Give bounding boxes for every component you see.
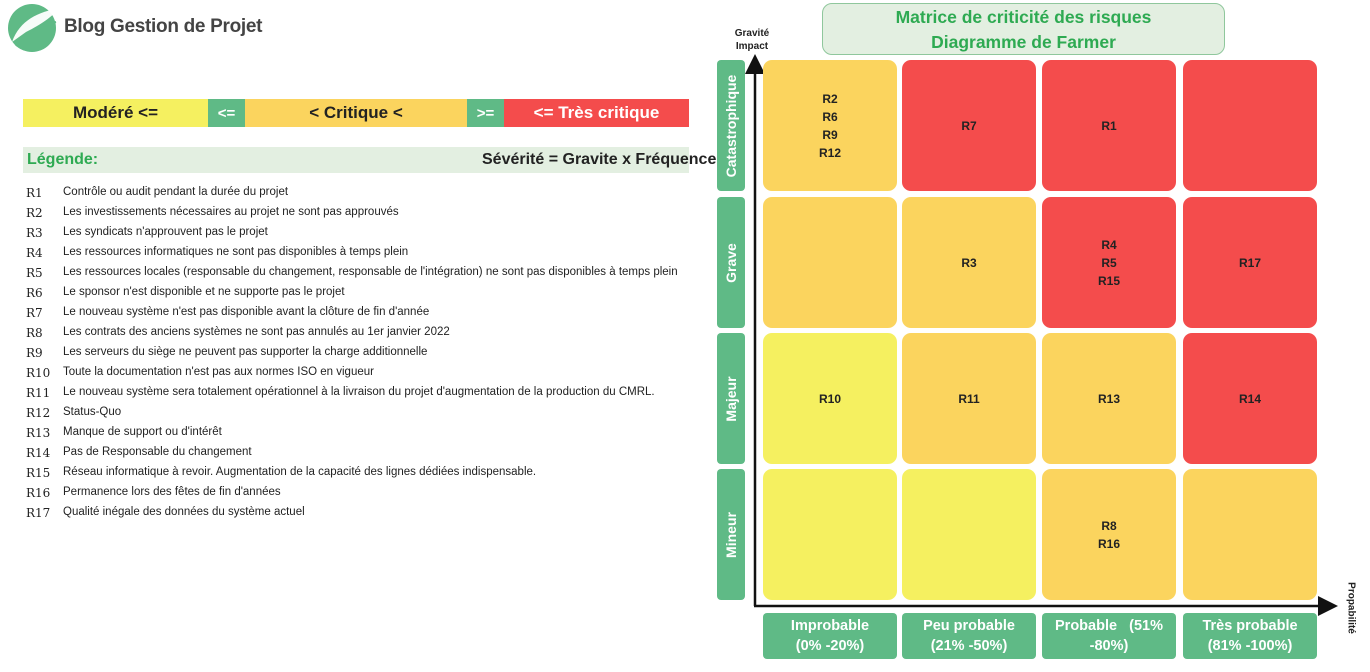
legend-item-description: Qualité inégale des données du système actuel bbox=[63, 506, 305, 518]
matrix-cell bbox=[902, 333, 1036, 464]
scale-moderate: Modéré <= bbox=[23, 99, 208, 127]
legend-item bbox=[23, 503, 723, 523]
x-axis-title-text: Propabilité bbox=[1345, 582, 1357, 634]
legend-item-code: R15 bbox=[26, 466, 51, 480]
brand-logo bbox=[6, 2, 266, 52]
row-label bbox=[717, 60, 745, 191]
legend-list bbox=[23, 183, 723, 523]
matrix-cell bbox=[763, 469, 897, 600]
severity-formula: Sévérité = Gravite x Fréquence bbox=[482, 151, 717, 168]
legend-item-code: R10 bbox=[26, 366, 51, 380]
legend-item-description: Le sponsor n'est disponible et ne supporte pas le projet bbox=[63, 286, 345, 298]
chart-title bbox=[822, 3, 1225, 55]
legend-item-code: R7 bbox=[26, 306, 43, 320]
risk-label: R3 bbox=[961, 255, 977, 270]
legend-item-description: Manque de support ou d'intérêt bbox=[63, 426, 222, 438]
legend-header bbox=[23, 147, 717, 173]
row-label bbox=[717, 333, 745, 464]
legend-item-code: R4 bbox=[26, 246, 43, 260]
row-label bbox=[717, 469, 745, 600]
matrix-cell bbox=[1042, 333, 1176, 464]
risk-label: R15 bbox=[1097, 273, 1120, 288]
row-label bbox=[717, 197, 745, 328]
legend-item-description: Les investissements nécessaires au projet ne sont pas approuvés bbox=[63, 206, 399, 218]
risk-label: R9 bbox=[822, 127, 838, 142]
scale-op-le: <= bbox=[208, 99, 245, 127]
legend-item bbox=[23, 303, 723, 323]
risk-label: R4 bbox=[1101, 237, 1117, 252]
risk-label: R2 bbox=[822, 91, 838, 106]
legend-item bbox=[23, 463, 723, 483]
legend-item bbox=[23, 423, 723, 443]
legend-item bbox=[23, 263, 723, 283]
matrix-cell bbox=[1183, 469, 1317, 600]
column-label-line: -80%) bbox=[1089, 638, 1129, 654]
matrix-cell bbox=[902, 197, 1036, 328]
legend-item bbox=[23, 343, 723, 363]
y-axis-title bbox=[720, 27, 784, 53]
column-label bbox=[1183, 613, 1317, 659]
legend-title: Légende: bbox=[27, 151, 99, 168]
legend-item-code: R1 bbox=[26, 186, 43, 200]
row-label-text: Grave bbox=[723, 242, 739, 283]
matrix-cell bbox=[763, 60, 897, 191]
legend-item-description: Réseau informatique à revoir. Augmentation de la capacité des lignes dédiées indispensable. bbox=[63, 466, 537, 478]
risk-label: R1 bbox=[1101, 118, 1117, 133]
risk-label: R10 bbox=[818, 391, 841, 406]
legend-item-code: R14 bbox=[26, 446, 51, 460]
matrix-cell bbox=[1042, 197, 1176, 328]
legend-item bbox=[23, 243, 723, 263]
column-label-line: Peu probable bbox=[923, 618, 1015, 634]
risk-label: R6 bbox=[822, 109, 838, 124]
risk-label: R14 bbox=[1238, 391, 1261, 406]
risk-label: R7 bbox=[961, 118, 977, 133]
column-label bbox=[902, 613, 1036, 659]
row-label-text: Majeur bbox=[723, 375, 739, 422]
legend-item bbox=[23, 283, 723, 303]
legend-item bbox=[23, 203, 723, 223]
risk-label: R12 bbox=[818, 145, 841, 160]
legend-item-description: Les ressources informatiques ne sont pas disponibles à temps plein bbox=[63, 246, 409, 258]
legend-item bbox=[23, 323, 723, 343]
legend-item-description: Toute la documentation n'est pas aux normes ISO en vigueur bbox=[63, 366, 374, 378]
column-label-line: Improbable bbox=[790, 618, 870, 634]
legend-item-description: Status-Quo bbox=[63, 406, 122, 418]
legend-item-code: R12 bbox=[26, 406, 51, 420]
legend-item-code: R11 bbox=[26, 386, 51, 400]
legend-item-description: Permanence lors des fêtes de fin d'années bbox=[63, 486, 281, 498]
legend-item-description: Le nouveau système sera totalement opérationnel à la livraison du projet d'augmentation de la production du CMRL. bbox=[63, 386, 655, 398]
legend-item-code: R5 bbox=[26, 266, 43, 280]
matrix-cell bbox=[902, 469, 1036, 600]
y-axis-title-line-2: Impact bbox=[735, 41, 769, 52]
scale-op-ge: >= bbox=[467, 99, 504, 127]
legend-item-code: R13 bbox=[26, 426, 51, 440]
scale-very-critical: <= Très critique bbox=[504, 99, 689, 127]
legend-item bbox=[23, 363, 723, 383]
legend-item-code: R9 bbox=[26, 346, 43, 360]
column-label-line: (21% -50%) bbox=[930, 638, 1008, 654]
risk-label: R16 bbox=[1097, 536, 1120, 551]
legend-item-description: Les contrats des anciens systèmes ne sont pas annulés au 1er janvier 2022 bbox=[63, 326, 450, 338]
row-label-text: Mineur bbox=[723, 511, 739, 558]
legend-item-code: R3 bbox=[26, 226, 43, 240]
column-label bbox=[1042, 613, 1176, 659]
column-label-line: Probable (51% bbox=[1055, 618, 1163, 634]
matrix-cell bbox=[763, 333, 897, 464]
legend-item-description: Le nouveau système n'est pas disponible avant la clôture de fin d'année bbox=[63, 306, 430, 318]
matrix-cell bbox=[1183, 60, 1317, 191]
risk-label: R13 bbox=[1097, 391, 1120, 406]
matrix-cell bbox=[902, 60, 1036, 191]
legend-item-description: Les serveurs du siège ne peuvent pas supporter la charge additionnelle bbox=[63, 346, 428, 358]
y-axis-title-line-1: Gravité bbox=[734, 28, 770, 39]
matrix-cell bbox=[1042, 469, 1176, 600]
row-label-text: Catastrophique bbox=[723, 74, 739, 177]
legend-item-code: R17 bbox=[26, 506, 51, 520]
leaf-logo-icon bbox=[6, 2, 62, 52]
scale-critical: < Critique < bbox=[245, 99, 467, 127]
legend-item-code: R16 bbox=[26, 486, 51, 500]
legend-item-description: Pas de Responsable du changement bbox=[63, 446, 252, 458]
column-label bbox=[763, 613, 897, 659]
severity-scale bbox=[23, 99, 689, 127]
chart-title-line-1: Matrice de criticité des risques bbox=[895, 7, 1152, 27]
legend-item-description: Les syndicats n'approuvent pas le projet bbox=[63, 226, 268, 238]
risk-label: R5 bbox=[1101, 255, 1117, 270]
legend-item bbox=[23, 483, 723, 503]
column-label-line: (0% -20%) bbox=[795, 638, 865, 654]
brand-name: Blog Gestion de Projet bbox=[64, 16, 263, 37]
legend-item bbox=[23, 223, 723, 243]
legend-item-code: R8 bbox=[26, 326, 43, 340]
legend-item-description: Contrôle ou audit pendant la durée du projet bbox=[63, 186, 289, 198]
column-label-line: (81% -100%) bbox=[1207, 638, 1293, 654]
legend-item bbox=[23, 403, 723, 423]
matrix-cell bbox=[763, 197, 897, 328]
risk-label: R11 bbox=[958, 391, 980, 406]
risk-label: R8 bbox=[1101, 518, 1117, 533]
matrix-cell bbox=[1183, 197, 1317, 328]
legend-item bbox=[23, 183, 723, 203]
legend-item bbox=[23, 443, 723, 463]
matrix-cell bbox=[1183, 333, 1317, 464]
chart-title-line-2: Diagramme de Farmer bbox=[931, 32, 1116, 52]
x-axis-title bbox=[1336, 576, 1366, 640]
matrix-cell bbox=[1042, 60, 1176, 191]
legend-item bbox=[23, 383, 723, 403]
column-label-line: Très probable bbox=[1202, 618, 1298, 634]
risk-label: R17 bbox=[1238, 255, 1261, 270]
legend-item-description: Les ressources locales (responsable du changement, responsable de l'intégration) ne sont pas disponibles à temps plein bbox=[63, 266, 678, 278]
legend-item-code: R2 bbox=[26, 206, 43, 220]
legend-item-code: R6 bbox=[26, 286, 43, 300]
